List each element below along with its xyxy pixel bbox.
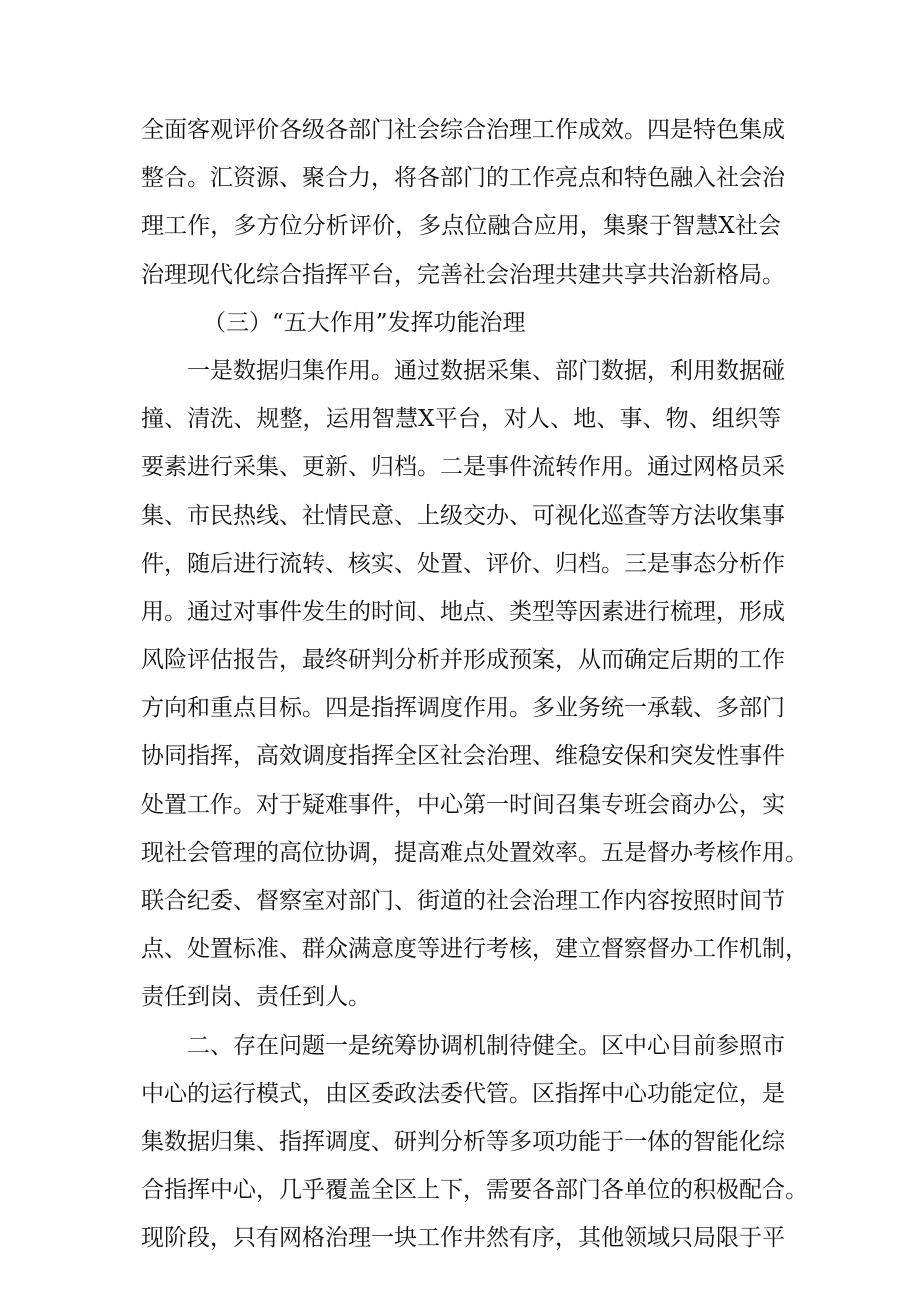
paragraph-line: 撞、清洗、规整，运用智慧X平台，对人、地、事、物、组织等 <box>141 406 781 433</box>
paragraph-line: 一是数据归集作用。通过数据采集、部门数据，利用数据碰 <box>187 357 785 384</box>
paragraph-line: 全面客观评价各级各部门社会综合治理工作成效。四是特色集成 <box>141 117 785 143</box>
paragraph-line: 理工作，多方位分析评价，多点位融合应用，集聚于智慧X社会 <box>141 213 781 240</box>
paragraph-line: 联合纪委、督察室对部门、街道的社会治理工作内容按照时间节 <box>141 888 785 914</box>
paragraph-line: 要素进行采集、更新、归档。二是事件流转作用。通过网格员采 <box>141 454 785 481</box>
paragraph-line: 现阶段，只有网格治理一块工作井然有序，其他领域只局限于平 <box>141 1225 785 1252</box>
section-heading: （三）“五大作用”发挥功能治理 <box>203 309 526 336</box>
section-heading-line: 二、存在问题一是统筹协调机制待健全。区中心目前参照市 <box>187 1032 785 1059</box>
paragraph-line: 集数据归集、指挥调度、研判分析等多项功能于一体的智能化综 <box>141 1128 785 1155</box>
paragraph-line: 件，随后进行流转、核实、处置、评价、归档。三是事态分析作 <box>141 550 785 577</box>
paragraph-line: 协同指挥，高效调度指挥全区社会治理、维稳安保和突发性事件 <box>141 743 785 770</box>
document-body <box>141 106 808 1263</box>
paragraph-line: 责任到岗、责任到人。 <box>141 984 371 1011</box>
paragraph-line: 现社会管理的高位协调，提高难点处置效率。五是督办考核作用。 <box>141 839 808 866</box>
paragraph-line: 方向和重点目标。四是指挥调度作用。多业务统一承载、多部门 <box>141 695 785 722</box>
paragraph-line: 中心的运行模式，由区委政法委代管。区指挥中心功能定位，是 <box>141 1080 785 1107</box>
paragraph-line: 处置工作。对于疑难事件，中心第一时间召集专班会商办公，实 <box>141 791 785 818</box>
paragraph-line: 治理现代化综合指挥平台，完善社会治理共建共享共治新格局。 <box>141 261 785 288</box>
paragraph-line: 整合。汇资源、聚合力，将各部门的工作亮点和特色融入社会治 <box>141 165 785 192</box>
paragraph-line: 点、处置标准、群众满意度等进行考核，建立督察督办工作机制， <box>141 936 808 963</box>
paragraph-line: 合指挥中心，几乎覆盖全区上下，需要各部门各单位的积极配合。 <box>141 1177 808 1204</box>
paragraph-line: 集、市民热线、社情民意、上级交办、可视化巡查等方法收集事 <box>141 502 785 529</box>
paragraph-line: 用。通过对事件发生的时间、地点、类型等因素进行梳理，形成 <box>141 598 785 625</box>
paragraph-line: 风险评估报告，最终研判分析并形成预案，从而确定后期的工作 <box>141 647 785 674</box>
